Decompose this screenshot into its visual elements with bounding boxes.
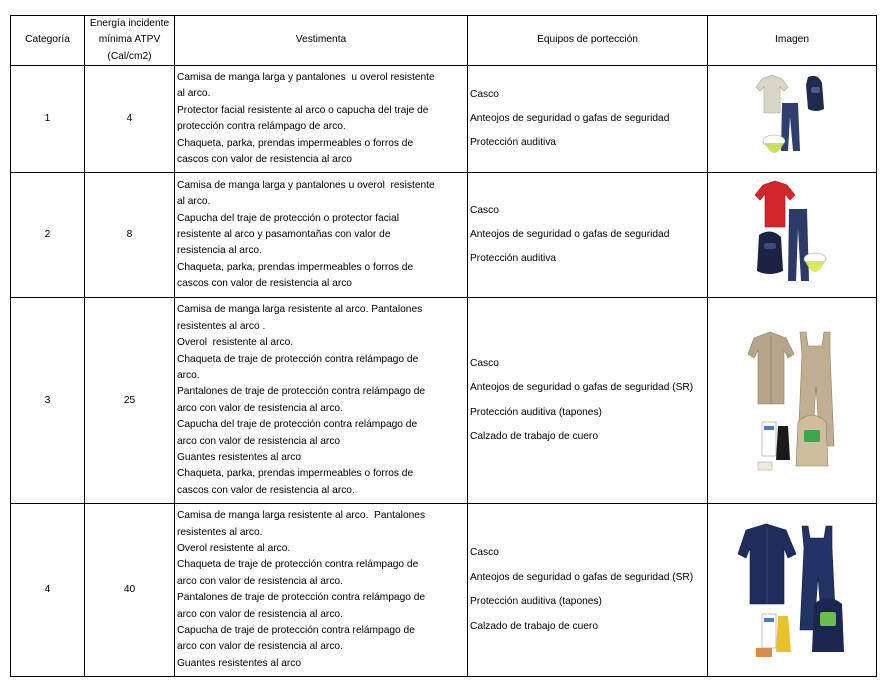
vestimenta-cell — [175, 66, 468, 173]
vestimenta-line: Pantalones de traje de protección contra relámpago de — [177, 592, 426, 604]
table-row — [11, 66, 877, 173]
equipos-cell — [468, 298, 708, 504]
categoria-cell: 1 — [11, 66, 85, 173]
vestimenta-line: arco con valor de resistencia al arco. — [177, 402, 343, 414]
vestimenta-line: cascos con valor de resistencia al arco — [177, 278, 352, 290]
vestimenta-line: Protector facial resistente al arco o capucha del traje de — [177, 104, 429, 116]
header-energia — [85, 16, 175, 66]
table-row — [11, 173, 877, 298]
vestimenta-line: arco con valor de resistencia al arco. — [177, 608, 343, 620]
vestimenta-line: Chaqueta, parka, prendas impermeables o forros de — [177, 468, 414, 480]
cat1-ppe-kit-image — [752, 73, 832, 165]
equipo-item: Calzado de trabajo de cuero — [470, 431, 598, 443]
table-row — [11, 504, 877, 677]
atpv-cell: 25 — [85, 298, 175, 504]
header-equipos: Equipos de portección — [468, 16, 708, 66]
vestimenta-line: cascos con valor de resistencia al arco — [177, 154, 352, 166]
header-vestimenta: Vestimenta — [175, 16, 468, 66]
vestimenta-line: Camisa de manga larga resistente al arco. Pantalones — [177, 304, 423, 316]
equipo-item: Protección auditiva (tapones) — [470, 406, 602, 418]
vestimenta-line: Camisa de manga larga resistente al arco. Pantalones — [177, 510, 426, 522]
vestimenta-cell — [175, 173, 468, 298]
equipo-item: Protección auditiva — [470, 137, 557, 149]
equipos-cell — [468, 173, 708, 298]
image-cell — [708, 504, 877, 677]
vestimenta-line: arco con valor de resistencia al arco. — [177, 641, 343, 653]
atpv-cell: 8 — [85, 173, 175, 298]
equipo-item: Casco — [470, 204, 499, 216]
image-cell — [708, 298, 877, 504]
vestimenta-line: Chaqueta de traje de protección contra relámpago de — [177, 559, 419, 571]
vestimenta-line: cascos con valor de resistencia al arco. — [177, 484, 355, 496]
table-row — [11, 298, 877, 504]
cat3-ppe-kit-image — [742, 326, 842, 476]
equipo-item: Casco — [470, 88, 499, 100]
vestimenta-line: arco. — [177, 369, 200, 381]
vestimenta-line: arco con valor de resistencia al arco. — [177, 575, 343, 587]
categoria-cell: 4 — [11, 504, 85, 677]
equipo-item: Protección auditiva (tapones) — [470, 596, 602, 608]
vestimenta-cell — [175, 504, 468, 677]
ppe-category-table — [10, 15, 877, 677]
vestimenta-line: Overol resistente al arco. — [177, 543, 291, 554]
vestimenta-line: Guantes resistentes al arco — [177, 451, 302, 463]
table-header-row — [11, 16, 877, 66]
cat2-ppe-kit-image — [749, 179, 835, 291]
vestimenta-line: al arco. — [177, 196, 211, 208]
vestimenta-line: Camisa de manga larga y pantalones u overol resistente — [177, 179, 435, 191]
vestimenta-line: Camisa de manga larga y pantalones u overol resistente — [177, 72, 435, 83]
vestimenta-line: Chaqueta, parka, prendas impermeables o forros de — [177, 137, 414, 149]
vestimenta-line: resistentes al arco. — [177, 526, 263, 538]
vestimenta-line: Chaqueta, parka, prendas impermeables o forros de — [177, 261, 414, 273]
vestimenta-line: Capucha del traje de protección contra relámpago de — [177, 419, 418, 431]
atpv-cell: 4 — [85, 66, 175, 173]
image-cell — [708, 173, 877, 298]
vestimenta-line: Capucha de traje de protección contra relámpago de — [177, 625, 415, 637]
categoria-cell: 2 — [11, 173, 85, 298]
vestimenta-line: protección contra relámpago de arco. — [177, 121, 346, 133]
equipo-item: Protección auditiva — [470, 253, 557, 265]
equipo-item: Casco — [470, 357, 499, 369]
vestimenta-line: resistente al arco y pasamontañas con valor de — [177, 229, 391, 241]
equipo-item: Anteojos de seguridad o gafas de seguridad — [470, 113, 670, 125]
vestimenta-line: Pantalones de traje de protección contra relámpago de — [177, 386, 426, 398]
image-cell — [708, 66, 877, 173]
vestimenta-line: Overol resistente al arco. — [177, 337, 294, 349]
categoria-cell: 3 — [11, 298, 85, 504]
vestimenta-line: al arco. — [177, 88, 211, 100]
header-categoria: Categoría — [11, 16, 85, 66]
equipo-item: Anteojos de seguridad o gafas de seguridad (SR) — [470, 382, 694, 394]
vestimenta-line: arco con valor de resistencia al arco — [177, 435, 341, 447]
vestimenta-line: resistencia al arco. — [177, 245, 262, 257]
header-imagen: Imagen — [708, 16, 877, 66]
equipos-cell — [468, 66, 708, 173]
equipo-item: Anteojos de seguridad o gafas de seguridad (SR) — [470, 571, 694, 583]
header-energia-line-3: (Cal/cm2) — [107, 50, 152, 62]
equipo-item: Casco — [470, 547, 499, 559]
equipo-item: Calzado de trabajo de cuero — [470, 620, 598, 632]
vestimenta-line: Guantes resistentes al arco — [177, 657, 302, 669]
vestimenta-line: Capucha del traje de protección o protector facial — [177, 212, 399, 224]
equipos-cell — [468, 504, 708, 677]
header-energia-line-1: Energía incidente — [89, 18, 170, 29]
cat4-ppe-kit-image — [736, 520, 848, 660]
equipo-item: Anteojos de seguridad o gafas de seguridad — [470, 229, 670, 241]
atpv-cell: 40 — [85, 504, 175, 677]
vestimenta-line: resistentes al arco . — [177, 320, 266, 332]
vestimenta-cell — [175, 298, 468, 504]
vestimenta-line: Chaqueta de traje de protección contra relámpago de — [177, 353, 419, 365]
header-energia-line-2: mínima ATPV — [98, 34, 161, 46]
